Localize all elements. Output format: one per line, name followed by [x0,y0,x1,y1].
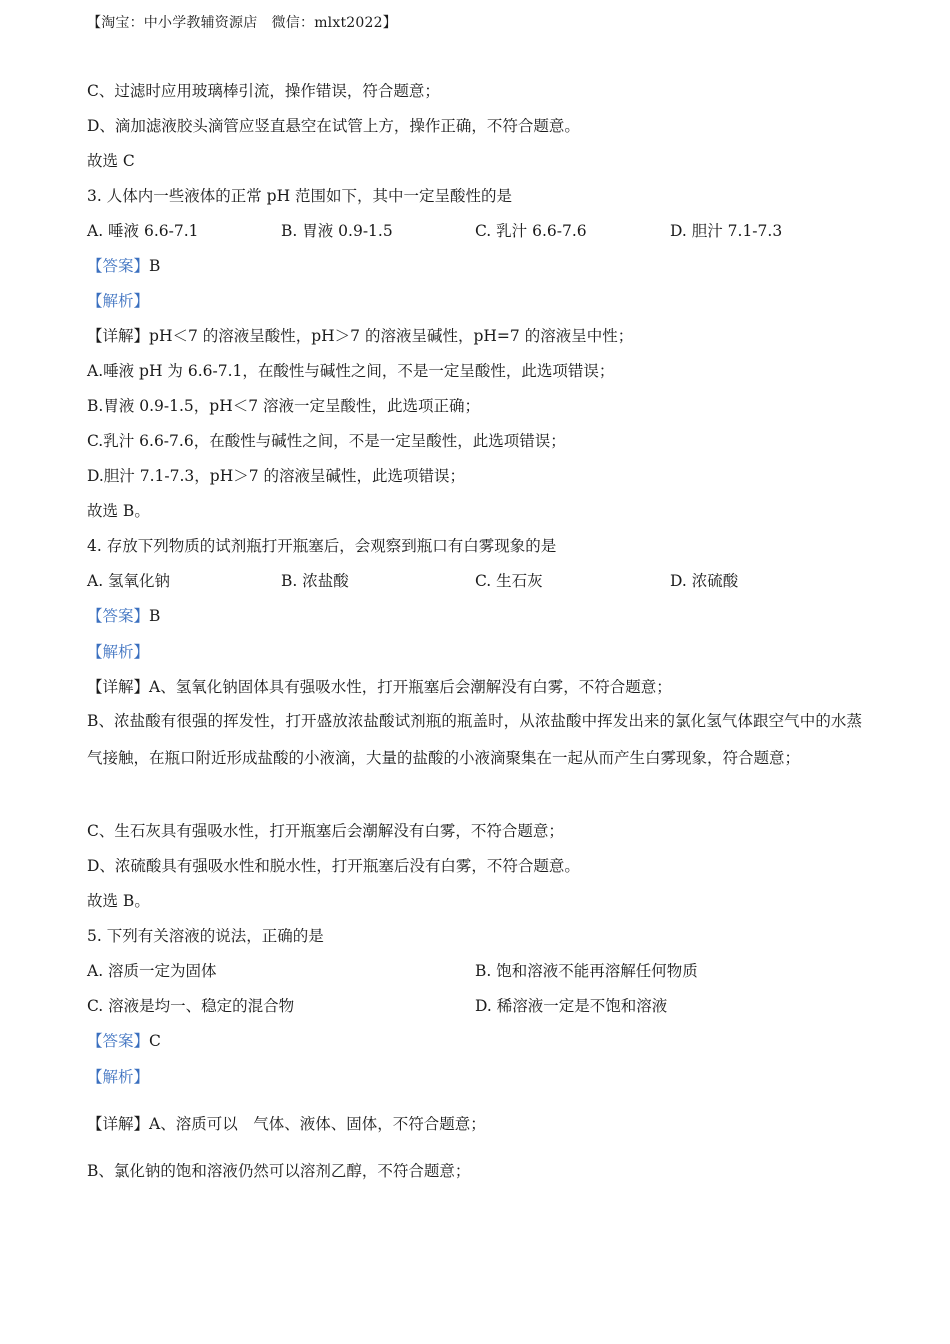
q2-option-c-analysis: C、过滤时应用玻璃棒引流，操作错误，符合题意； [87,82,440,100]
q5-answer-label: 【答案】 [87,1032,150,1050]
q3-option-d: D. 胆汁 7.1-7.3 [670,222,783,240]
q3-option-a: A. 唾液 6.6-7.1 [87,222,199,240]
q2-conclusion: 故选 C [87,152,135,170]
q5-answer-value: C [149,1032,161,1050]
q3-analysis-d: D.胆汁 7.1-7.3，pH＞7 的溶液呈碱性，此选项错误； [87,467,465,485]
q5-detail-text: A、溶质可以 气体、液体、固体，不符合题意； [149,1115,486,1133]
q4-option-c: C. 生石灰 [475,572,543,590]
q4-answer [87,605,160,627]
q3-option-c: C. 乳汁 6.6-7.6 [475,222,587,240]
q4-option-b: B. 浓盐酸 [281,572,349,590]
q4-detail-label: 【详解】 [87,678,150,696]
q3-detail [87,325,633,347]
q3-analysis-b: B.胃液 0.9-1.5，pH＜7 溶液一定呈酸性，此选项正确； [87,397,481,415]
q5-stem: 5. 下列有关溶液的说法，正确的是 [87,927,324,945]
q3-analysis-a: A.唾液 pH 为 6.6-7.1，在酸性与碱性之间，不是一定呈酸性，此选项错误； [87,362,615,380]
q5-option-c: C. 溶液是均一、稳定的混合物 [87,997,295,1015]
q4-detail-text: A、氢氧化钠固体具有强吸水性，打开瓶塞后会潮解没有白雾，不符合题意； [149,678,672,696]
q3-answer-label: 【答案】 [87,257,150,275]
q5-option-b: B. 饱和溶液不能再溶解任何物质 [475,962,698,980]
q3-option-b: B. 胃液 0.9-1.5 [281,222,393,240]
q4-conclusion: 故选 B。 [87,892,150,910]
q4-analysis-d: D、浓硫酸具有强吸水性和脱水性，打开瓶塞后没有白雾，不符合题意。 [87,857,580,875]
q4-option-a: A. 氢氧化钠 [87,572,171,590]
q2-option-d-analysis: D、滴加滤液胶头滴管应竖直悬空在试管上方，操作正确，不符合题意。 [87,117,580,135]
q5-option-a: A. 溶质一定为固体 [87,962,217,980]
q5-answer [87,1030,161,1052]
q4-analysis-b-paragraph: B、浓盐酸有很强的挥发性，打开盛放浓盐酸试剂瓶的瓶盖时，从浓盐酸中挥发出来的氯化氢气体跟空气中的水蒸气接触，在瓶口附近形成盐酸的小液滴，大量的盐酸的小液滴聚集在一起从而产生白雾现象，符合题意； [87,712,862,767]
q5-options-row-1 [87,960,887,982]
q4-detail [87,676,672,698]
page-header: 【淘宝：中小学教辅资源店 微信：mlxt2022】 [87,15,397,31]
q3-detail-text: pH＜7 的溶液呈酸性，pH＞7 的溶液呈碱性，pH=7 的溶液呈中性； [149,327,634,345]
q3-analysis-c: C.乳汁 6.6-7.6，在酸性与碱性之间，不是一定呈酸性，此选项错误； [87,432,566,450]
q3-detail-label: 【详解】 [87,327,150,345]
q5-options-row-2 [87,995,887,1017]
q5-detail [87,1113,486,1135]
q5-analysis-label: 【解析】 [87,1068,150,1086]
q3-options [87,220,887,242]
q3-conclusion: 故选 B。 [87,502,150,520]
q4-analysis-label: 【解析】 [87,643,150,661]
q3-answer-value: B [149,257,161,275]
q3-stem: 3. 人体内一些液体的正常 pH 范围如下，其中一定呈酸性的是 [87,187,513,205]
q3-analysis-label: 【解析】 [87,292,150,310]
q4-option-d: D. 浓硫酸 [670,572,739,590]
q3-answer [87,255,160,277]
q5-analysis-b: B、氯化钠的饱和溶液仍然可以溶剂乙醇，不符合题意； [87,1162,471,1180]
q4-stem: 4. 存放下列物质的试剂瓶打开瓶塞后，会观察到瓶口有白雾现象的是 [87,537,557,555]
q5-option-d: D. 稀溶液一定是不饱和溶液 [475,997,668,1015]
q4-options [87,570,887,592]
q4-answer-label: 【答案】 [87,607,150,625]
q4-answer-value: B [149,607,161,625]
q4-analysis-c: C、生石灰具有强吸水性，打开瓶塞后会潮解没有白雾，不符合题意； [87,822,564,840]
q5-detail-label: 【详解】 [87,1115,150,1133]
